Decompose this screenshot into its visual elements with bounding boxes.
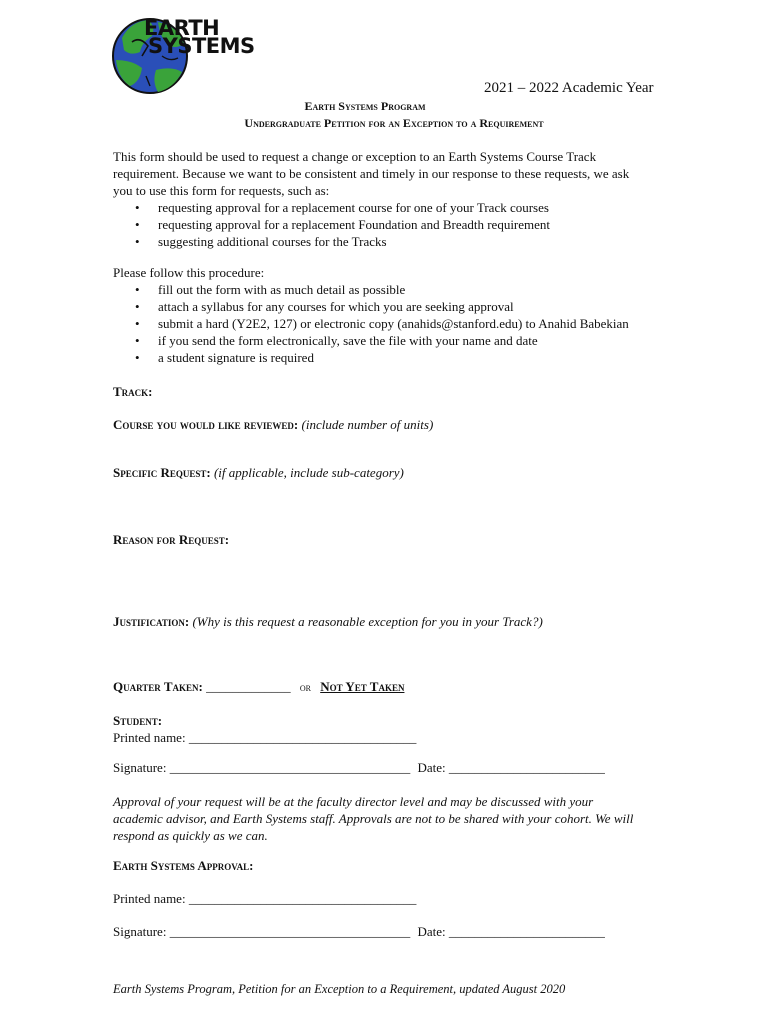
student-signature-blank[interactable]: _____________________________________ (169, 760, 411, 775)
list-item: • requesting approval for a replacement Foundation and Breadth requirement (113, 216, 713, 233)
student-heading: Student: (113, 713, 163, 728)
intro-paragraph (113, 148, 713, 250)
logo-text-earth: EARTH (144, 16, 220, 40)
intro-line: requirement. Because we want to be consistent and timely in our response to these requests, we ask (113, 166, 630, 181)
track-label: Track: (113, 384, 153, 399)
student-signature-row (113, 760, 605, 776)
quarter-blank[interactable]: _____________ (206, 679, 291, 694)
form-title: Undergraduate Petition for an Exception to a Requirement (244, 116, 544, 130)
justification-field (113, 614, 543, 630)
earth-systems-logo (112, 16, 255, 96)
es-signature-blank[interactable]: _____________________________________ (169, 924, 411, 939)
es-date-blank[interactable]: ________________________ (448, 924, 605, 939)
specific-request-hint: (if applicable, include sub-category) (213, 465, 404, 480)
page-footer: Earth Systems Program, Petition for an Exception to a Requirement, updated August 2020 (113, 982, 566, 996)
signature-label: Signature: (113, 924, 167, 939)
student-date-blank[interactable]: ________________________ (448, 760, 605, 775)
es-signature-row (113, 924, 605, 940)
or-text: or (299, 682, 311, 694)
student-section (113, 712, 416, 746)
procedure-list (113, 281, 713, 366)
student-printed-name-row (113, 729, 416, 746)
approval-note-line: academic advisor, and Earth Systems staff. Approvals are not to be shared with your cohort. We will (113, 811, 634, 826)
procedure-section (113, 264, 713, 366)
list-item: • attach a syllabus for any courses for which you are seeking approval (113, 298, 713, 315)
reason-label: Reason for Request: (113, 532, 230, 547)
intro-line: you to use this form for requests, such as: (113, 183, 330, 198)
list-item: • requesting approval for a replacement course for one of your Track courses (113, 199, 713, 216)
date-label: Date: (417, 760, 446, 775)
procedure-heading: Please follow this procedure: (113, 265, 265, 280)
academic-year: 2021 – 2022 Academic Year (484, 80, 654, 96)
program-title: Earth Systems Program (304, 99, 426, 113)
course-label: Course you would like reviewed: (113, 417, 299, 432)
intro-line: This form should be used to request a change or exception to an Earth Systems Course Track (113, 149, 597, 164)
approval-note (113, 793, 713, 844)
list-item: • a student signature is required (113, 349, 713, 366)
list-item: • if you send the form electronically, save the file with your name and date (113, 332, 713, 349)
printed-name-label: Printed name: (113, 730, 186, 745)
approval-note-line: Approval of your request will be at the faculty director level and may be discussed with your (113, 794, 594, 809)
signature-label: Signature: (113, 760, 167, 775)
quarter-label: Quarter Taken: (113, 679, 203, 694)
es-printed-name-blank[interactable]: ___________________________________ (188, 891, 417, 906)
approval-note-line: respond as quickly as we can. (113, 828, 268, 843)
es-printed-name-row (113, 891, 416, 907)
justification-hint: (Why is this request a reasonable exception for you in your Track?) (192, 614, 543, 629)
course-hint: (include number of units) (301, 417, 434, 432)
list-item: • fill out the form with as much detail as possible (113, 281, 713, 298)
list-item: • suggesting additional courses for the Tracks (113, 233, 713, 250)
justification-label: Justification: (113, 614, 190, 629)
date-label: Date: (417, 924, 446, 939)
logo-text-systems: SYSTEMS (148, 34, 255, 58)
printed-name-label: Printed name: (113, 891, 186, 906)
not-yet-taken-option[interactable]: Not Yet Taken (320, 679, 405, 694)
list-item: • submit a hard (Y2E2, 127) or electronic copy (anahids@stanford.edu) to Anahid Babekian (113, 315, 713, 332)
specific-request-label: Specific Request: (113, 465, 211, 480)
quarter-field (113, 679, 404, 695)
es-approval-heading: Earth Systems Approval: (113, 858, 254, 873)
student-printed-name-blank[interactable]: ___________________________________ (188, 730, 417, 745)
specific-request-field (113, 465, 404, 481)
course-field (113, 417, 433, 433)
request-examples-list (113, 199, 713, 250)
